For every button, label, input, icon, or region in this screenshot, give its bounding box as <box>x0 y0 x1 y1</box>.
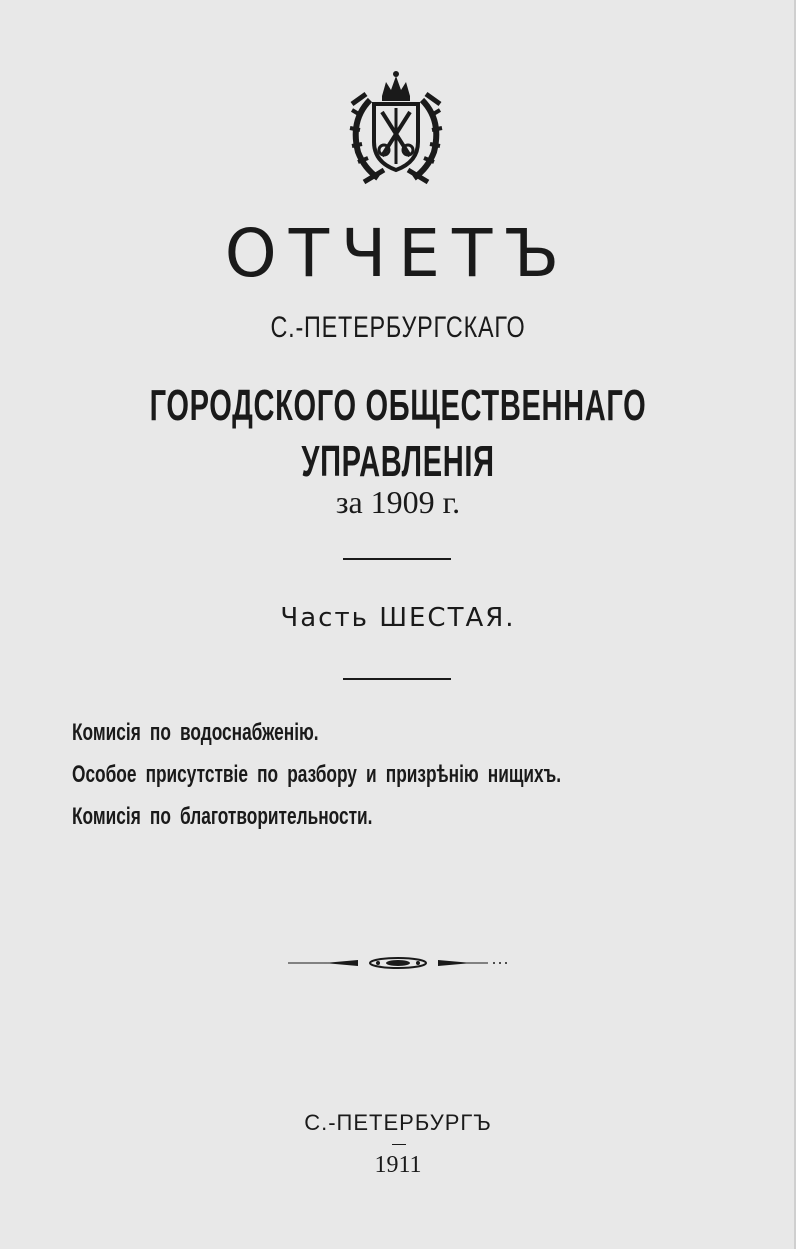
subtitle-line-2: ГОРОДСКОГО ОБЩЕСТВЕННАГО УПРАВЛЕНІЯ <box>149 381 647 486</box>
divider-rule-top <box>343 558 451 560</box>
city-coat-of-arms-icon <box>344 70 448 186</box>
report-year: за 1909 г. <box>335 484 461 520</box>
contents-item: Особое присутствіе по разбору и призрѣнію нищихъ. <box>72 761 562 788</box>
contents-item: Комисія по благотворительности. <box>72 803 373 830</box>
part-label: Часть ШЕСТАЯ. <box>280 603 516 633</box>
separator-dash <box>392 1144 406 1145</box>
divider-rule-bottom <box>343 678 451 680</box>
publisher-city: С.-ПЕТЕРБУРГЪ <box>304 1110 492 1135</box>
decorative-divider-icon <box>288 952 508 974</box>
report-title: ОТЧЕТЪ <box>224 215 572 292</box>
contents-list <box>72 712 576 838</box>
publication-year: 1911 <box>374 1152 422 1178</box>
contents-item: Комисія по водоснабженію. <box>72 719 319 746</box>
subtitle-line-1: С.-ПЕТЕРБУРГСКАГО <box>270 311 526 344</box>
